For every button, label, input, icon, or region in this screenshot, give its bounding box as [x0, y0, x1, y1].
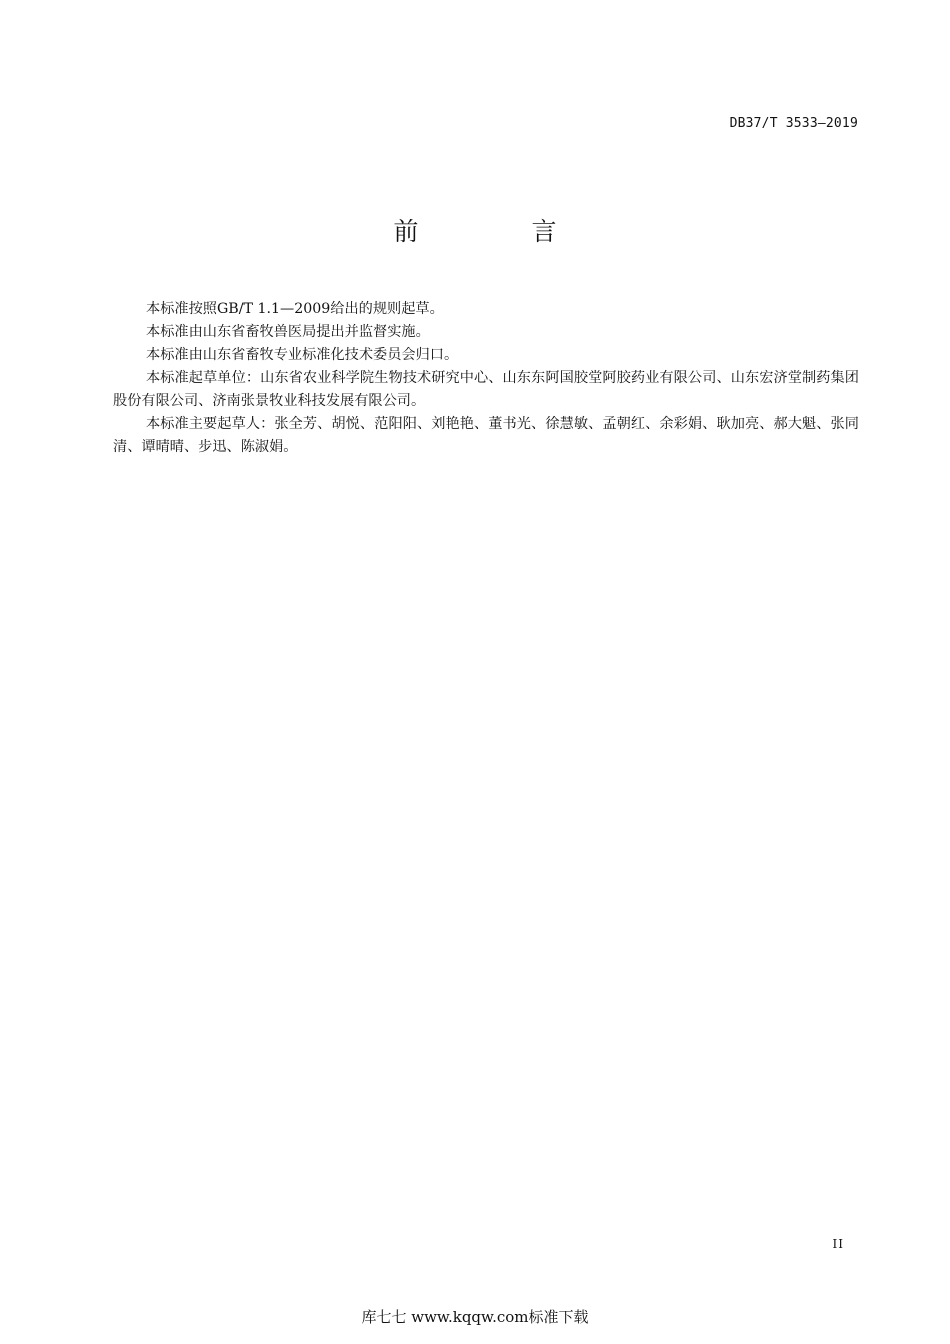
footer-watermark-text: 库七七 www.kqqw.com标准下载 — [361, 1308, 589, 1326]
paragraph-proposed-by: 本标准由山东省畜牧兽医局提出并监督实施。 — [146, 324, 430, 340]
standard-code: DB37/T 3533—2019 — [729, 116, 858, 131]
paragraph-drafting-units: 本标准起草单位：山东省农业科学院生物技术研究中心、山东东阿国胶堂阿胶药业有限公司、山东宏济堂制药集团股份有限公司、济南张景牧业科技发展有限公司。 — [113, 370, 859, 409]
paragraph-drafting-rules: 本标准按照GB/T 1.1—2009给出的规则起草。 — [146, 301, 444, 317]
paragraph-drafters: 本标准主要起草人：张全芳、胡悦、范阳阳、刘艳艳、董书光、徐慧敏、孟朝红、余彩娟、耿加亮、郝大魁、张同清、谭晴晴、步迅、陈淑娟。 — [113, 416, 859, 455]
page-number: II — [832, 1237, 844, 1251]
foreword-body — [113, 298, 859, 459]
paragraph-centralized-by: 本标准由山东省畜牧专业标准化技术委员会归口。 — [146, 347, 459, 363]
section-title-foreword: 前 言 — [393, 217, 601, 246]
